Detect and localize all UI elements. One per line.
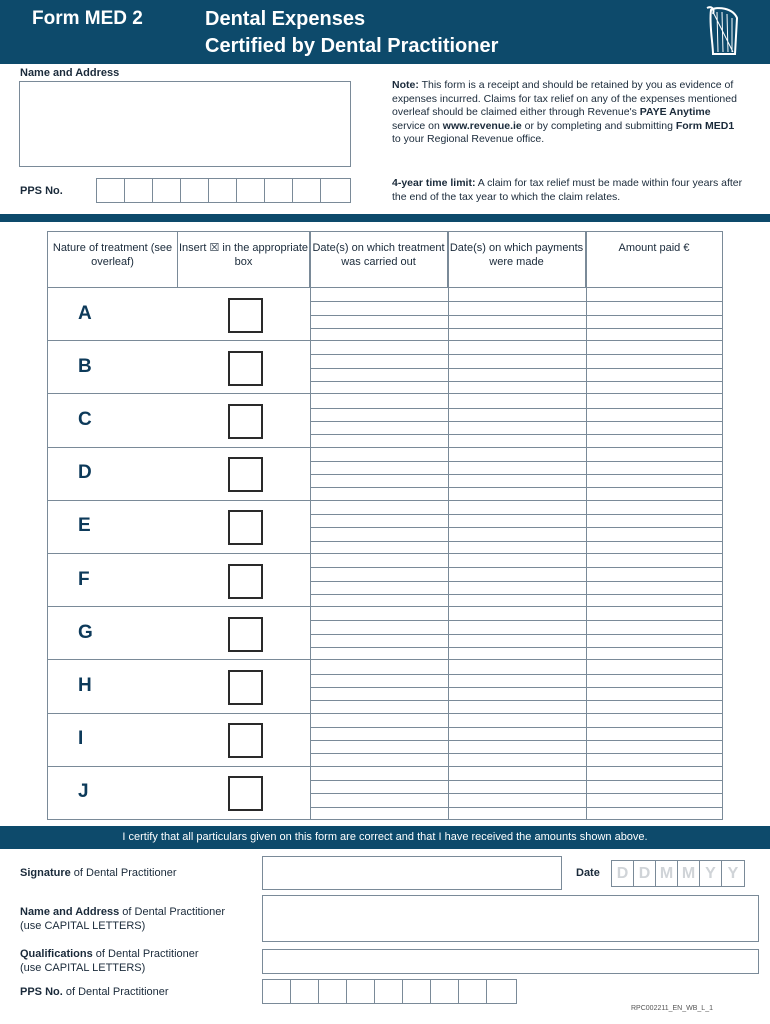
treatment-checkbox[interactable]	[228, 617, 263, 652]
header-insert: Insert ☒ in the appropriate box	[178, 232, 310, 287]
treatment-checkbox[interactable]	[228, 351, 263, 386]
pps-label: PPS No.	[20, 185, 63, 197]
payment-date-cell[interactable]	[448, 767, 586, 820]
pps-field[interactable]	[96, 178, 351, 203]
treatment-checkbox[interactable]	[228, 776, 263, 811]
note-text: Note: This form is a receipt and should be retained by you as evidence of expenses incurred. Claims for tax relief on any of the expenses mentioned overleaf should be claimed either through Revenue's PAYE Anytime service on www.revenue.ie or by completing and submitting Form MED1 to your Regional Revenue office.	[392, 79, 737, 146]
treatment-date-cell[interactable]	[310, 607, 448, 660]
practitioner-name-field[interactable]	[262, 895, 759, 942]
signature-label: Signature of Dental Practitioner	[20, 867, 177, 879]
payment-date-cell[interactable]	[448, 714, 586, 767]
amount-cell[interactable]	[586, 554, 722, 607]
payment-date-cell[interactable]	[448, 554, 586, 607]
payment-date-cell[interactable]	[448, 501, 586, 554]
header-nature: Nature of treatment (see overleaf)	[48, 232, 178, 287]
treatment-date-cell[interactable]	[310, 448, 448, 501]
date-label: Date	[576, 867, 600, 879]
practitioner-pps-field[interactable]	[262, 979, 517, 1004]
treatment-row	[48, 447, 722, 500]
treatment-date-cell[interactable]	[310, 341, 448, 394]
treatment-date-cell[interactable]	[310, 660, 448, 713]
payment-date-cell[interactable]	[448, 288, 586, 341]
treatment-checkbox[interactable]	[228, 404, 263, 439]
treatment-checkbox[interactable]	[228, 723, 263, 758]
treatment-letter: B	[78, 355, 92, 377]
date-field[interactable]: D D M M Y Y	[611, 860, 745, 887]
payment-date-cell[interactable]	[448, 448, 586, 501]
treatment-row	[48, 287, 722, 340]
name-address-label: Name and Address	[20, 67, 120, 79]
treatment-checkbox[interactable]	[228, 457, 263, 492]
treatment-row	[48, 500, 722, 553]
amount-cell[interactable]	[586, 288, 722, 341]
treatment-letter: G	[78, 621, 93, 643]
practitioner-name-label: Name and Address of Dental Practitioner (use CAPITAL LETTERS)	[20, 906, 226, 932]
treatment-row	[48, 606, 722, 659]
treatment-letter: A	[78, 302, 92, 324]
treatment-checkbox[interactable]	[228, 510, 263, 545]
header-amount: Amount paid €	[618, 242, 690, 254]
treatment-date-cell[interactable]	[310, 394, 448, 447]
amount-cell[interactable]	[586, 448, 722, 501]
payment-date-cell[interactable]	[448, 394, 586, 447]
signature-field[interactable]	[262, 856, 562, 890]
amount-cell[interactable]	[586, 714, 722, 767]
time-limit-text: 4-year time limit: A claim for tax relief must be made within four years after the end of the tax year to which the claim relates.	[392, 177, 743, 203]
amount-cell[interactable]	[586, 341, 722, 394]
treatment-letter: F	[78, 568, 90, 590]
amount-cell[interactable]	[586, 767, 722, 820]
treatment-row	[48, 340, 722, 393]
form-header	[0, 0, 770, 64]
header-treatment-dates: Date(s) on which treatment was carried out	[310, 232, 448, 287]
form-title-line1: Dental Expenses	[205, 8, 366, 30]
treatment-row	[48, 713, 722, 766]
treatment-date-cell[interactable]	[310, 501, 448, 554]
treatment-letter: C	[78, 408, 92, 430]
amount-cell[interactable]	[586, 501, 722, 554]
treatment-date-cell[interactable]	[310, 714, 448, 767]
treatment-letter: E	[78, 515, 91, 537]
form-number: Form MED 2	[32, 8, 143, 29]
treatment-checkbox[interactable]	[228, 670, 263, 705]
treatment-letter: J	[78, 781, 89, 803]
treatment-row	[48, 393, 722, 446]
treatment-date-cell[interactable]	[310, 767, 448, 820]
treatment-date-cell[interactable]	[310, 554, 448, 607]
qualifications-label: Qualifications of Dental Practitioner (use CAPITAL LETTERS)	[20, 948, 199, 974]
form-title-line2: Certified by Dental Practitioner	[205, 35, 499, 57]
treatment-row	[48, 766, 722, 819]
treatment-checkbox[interactable]	[228, 298, 263, 333]
amount-cell[interactable]	[586, 607, 722, 660]
treatment-table	[47, 231, 723, 820]
treatment-letter: I	[78, 728, 84, 750]
treatment-letter: H	[78, 674, 92, 696]
treatment-date-cell[interactable]	[310, 288, 448, 341]
treatment-checkbox[interactable]	[228, 564, 263, 599]
header-payment-dates: Date(s) on which payments were made	[448, 232, 586, 287]
amount-cell[interactable]	[586, 394, 722, 447]
harp-icon	[703, 4, 743, 60]
treatment-row	[48, 659, 722, 712]
certification-statement: I certify that all particulars given on this form are correct and that I have received the amounts shown above.	[0, 826, 770, 849]
section-divider	[0, 214, 770, 222]
amount-cell[interactable]	[586, 660, 722, 713]
payment-date-cell[interactable]	[448, 660, 586, 713]
footer-code: RPC002211_EN_WB_L_1	[631, 1005, 713, 1012]
qualifications-field[interactable]	[262, 949, 759, 974]
treatment-row	[48, 553, 722, 606]
practitioner-pps-label: PPS No. of Dental Practitioner	[20, 986, 169, 998]
payment-date-cell[interactable]	[448, 607, 586, 660]
payment-date-cell[interactable]	[448, 341, 586, 394]
treatment-letter: D	[78, 462, 92, 484]
name-address-field[interactable]	[19, 81, 351, 167]
